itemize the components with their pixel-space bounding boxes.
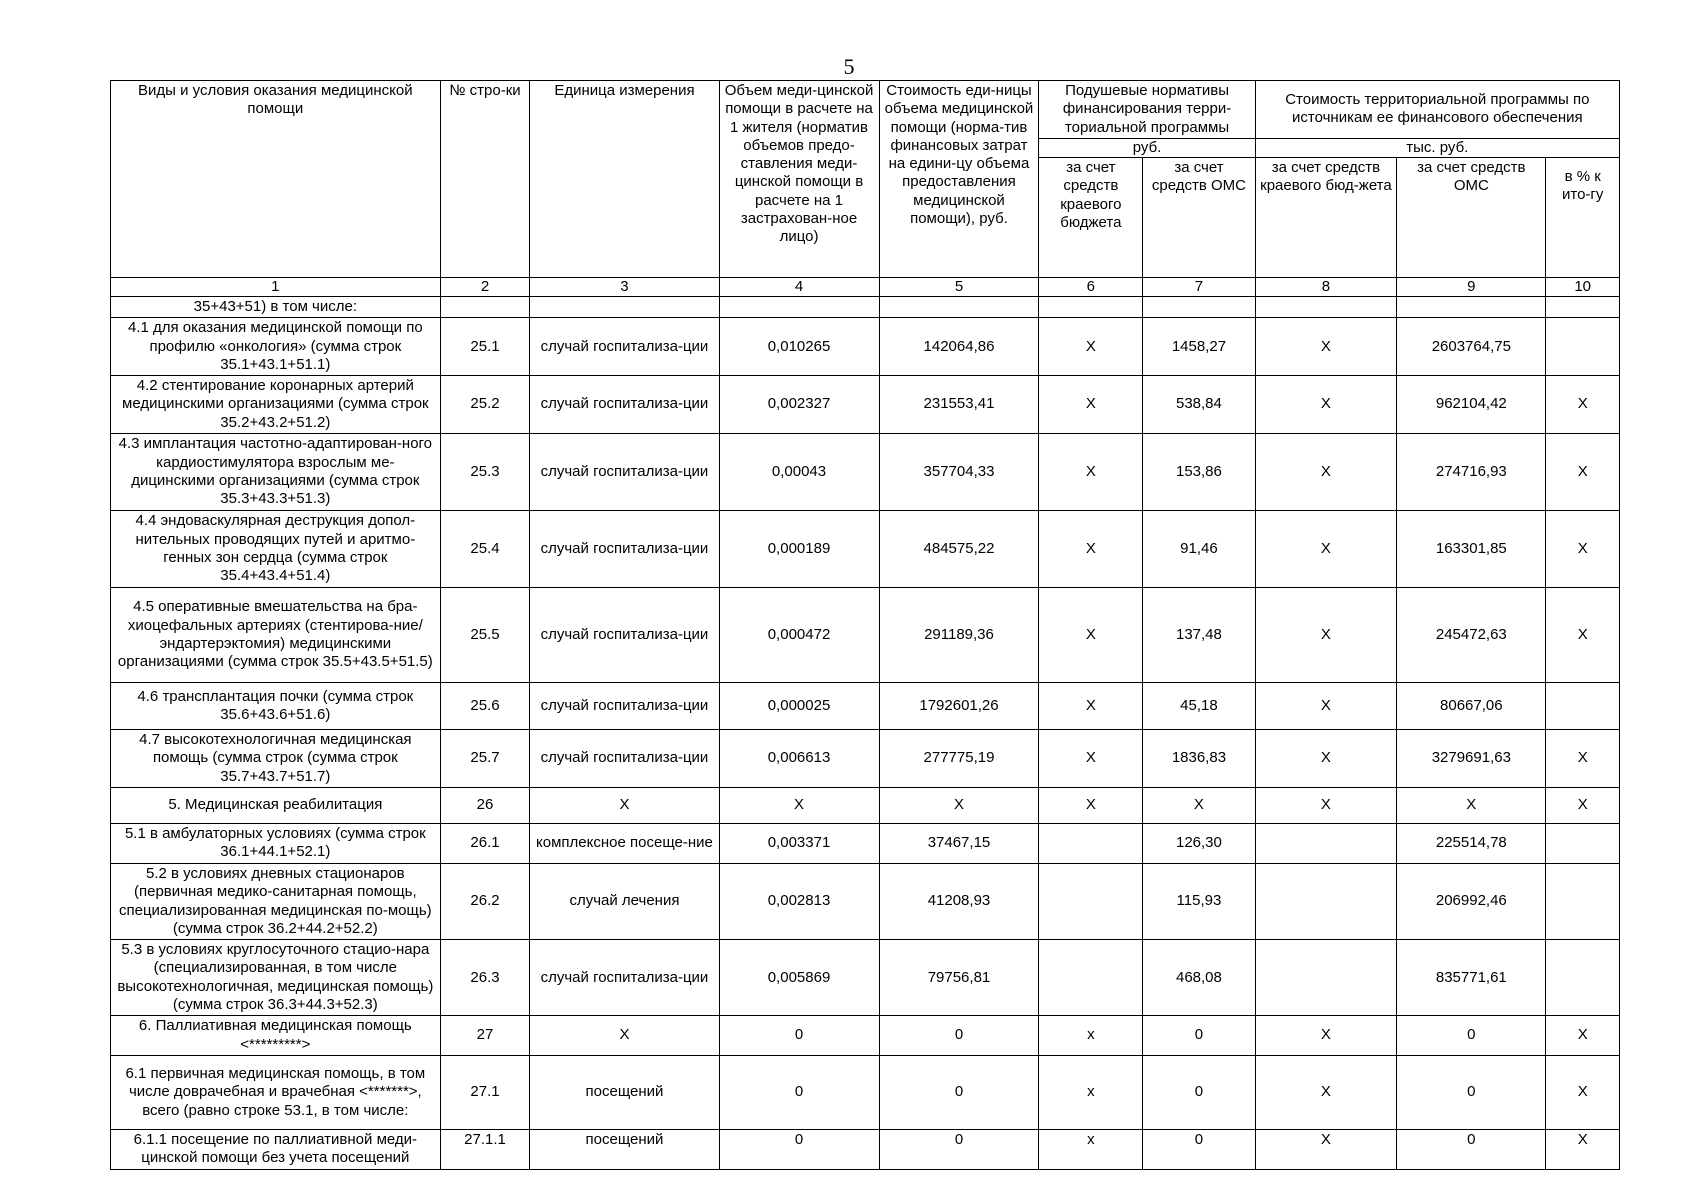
row-cost-oms: 245472,63: [1397, 588, 1546, 683]
row-unit: случай лечения: [530, 863, 719, 939]
row-percent: Х: [1546, 1129, 1620, 1169]
row-volume: Х: [719, 787, 879, 823]
header-col8: за счет средств краевого бюд-жета: [1255, 158, 1397, 278]
row-volume: 0: [719, 1016, 879, 1056]
row-number: 25.6: [440, 683, 530, 730]
row-per-capita-budget: [1039, 940, 1143, 1016]
row-volume: 0,000189: [719, 511, 879, 588]
row-volume: 0,006613: [719, 730, 879, 788]
header-col7: за счет средств ОМС: [1143, 158, 1255, 278]
header-col1: Виды и условия оказания медицинской помощи: [111, 81, 441, 278]
row-cost-budget: Х: [1255, 318, 1397, 376]
row-unit: комплексное посеще-ние: [530, 823, 719, 863]
row-unit-cost: 291189,36: [879, 588, 1039, 683]
row-per-capita-budget: Х: [1039, 787, 1143, 823]
row-cost-budget: Х: [1255, 730, 1397, 788]
row-cost-oms: 163301,85: [1397, 511, 1546, 588]
row-per-capita-budget: Х: [1039, 730, 1143, 788]
row-description: 5.1 в амбулаторных условиях (сумма строк 36.1+44.1+52.1): [111, 823, 441, 863]
header-col3: Единица измерения: [530, 81, 719, 278]
header-col4-text: Объем меди-цинской помощи в расчете на 1 жителя (норматив объемов предо-ставления меди-цинской помощи в расчете на 1 застрахован-ное лицо): [724, 82, 874, 246]
row-unit-cost: Х: [879, 787, 1039, 823]
header-col5: Стоимость еди-ницы объема медицинской помощи (норма-тив финансовых затрат на едини-цу объема предоставления медицинской помощи), руб.: [879, 81, 1039, 278]
row-number: 26.3: [440, 940, 530, 1016]
column-number: 5: [879, 278, 1039, 297]
row-cost-budget: Х: [1255, 376, 1397, 434]
row-number: 27.1: [440, 1055, 530, 1129]
column-number: 8: [1255, 278, 1397, 297]
row-number: 25.3: [440, 434, 530, 511]
row-cost-oms: 962104,42: [1397, 376, 1546, 434]
row-cost-oms: 0: [1397, 1016, 1546, 1056]
row-per-capita-budget: Х: [1039, 434, 1143, 511]
row-volume: 0,000025: [719, 683, 879, 730]
row-per-capita-oms: 1458,27: [1143, 318, 1255, 376]
row-cost-budget: Х: [1255, 787, 1397, 823]
row-volume: 0,010265: [719, 318, 879, 376]
row-unit-cost: 277775,19: [879, 730, 1039, 788]
row-volume: 0,002813: [719, 863, 879, 939]
row-per-capita-oms: 1836,83: [1143, 730, 1255, 788]
row-number: 25.7: [440, 730, 530, 788]
row-unit: Х: [530, 787, 719, 823]
column-number: 10: [1546, 278, 1620, 297]
column-number: 2: [440, 278, 530, 297]
row-percent: Х: [1546, 376, 1620, 434]
table-row: [111, 1016, 1620, 1056]
table-row: [111, 376, 1620, 434]
row-percent: Х: [1546, 511, 1620, 588]
table-header: [111, 81, 1620, 297]
row-description: 4.5 оперативные вмешательства на бра-хиоцефальных артериях (стентирова-ние/эндартерэктомия) медицинскими организациями (сумма строк 35.5+43.5+51.5): [111, 588, 441, 683]
row-unit: посещений: [530, 1129, 719, 1169]
row-per-capita-budget: Х: [1039, 588, 1143, 683]
row-per-capita-oms: 115,93: [1143, 863, 1255, 939]
row-per-capita-oms: 153,86: [1143, 434, 1255, 511]
table-row: [111, 588, 1620, 683]
row-per-capita-oms: 0: [1143, 1129, 1255, 1169]
row-percent: [1546, 823, 1620, 863]
row-unit: случай госпитализа-ции: [530, 940, 719, 1016]
row-cost-budget: [1255, 296, 1397, 317]
row-per-capita-oms: 137,48: [1143, 588, 1255, 683]
column-number: 4: [719, 278, 879, 297]
row-cost-budget: Х: [1255, 1016, 1397, 1056]
row-percent: [1546, 683, 1620, 730]
row-unit-cost: 1792601,26: [879, 683, 1039, 730]
row-unit-cost: [879, 296, 1039, 317]
row-unit-cost: 41208,93: [879, 863, 1039, 939]
header-group1: Подушевые нормативы финансирования терри-ториальной программы: [1039, 81, 1255, 139]
row-number: 25.4: [440, 511, 530, 588]
header-group2: Стоимость территориальной программы по источникам ее финансового обеспечения: [1255, 81, 1619, 139]
row-volume: 0,000472: [719, 588, 879, 683]
header-col6: за счет средств краевого бюджета: [1039, 158, 1143, 278]
row-volume: 0,002327: [719, 376, 879, 434]
row-unit: случай госпитализа-ции: [530, 318, 719, 376]
header-group1-unit: руб.: [1039, 138, 1255, 157]
row-per-capita-budget: [1039, 823, 1143, 863]
row-percent: Х: [1546, 1016, 1620, 1056]
row-per-capita-oms: 0: [1143, 1055, 1255, 1129]
row-number: 27.1.1: [440, 1129, 530, 1169]
row-per-capita-budget: х: [1039, 1129, 1143, 1169]
table-row: [111, 1129, 1620, 1169]
row-unit: посещений: [530, 1055, 719, 1129]
column-number: 1: [111, 278, 441, 297]
row-unit: случай госпитализа-ции: [530, 588, 719, 683]
row-description: 4.4 эндоваскулярная деструкция допол-нительных проводящих путей и аритмо-генных зон сердца (сумма строк 35.4+43.4+51.4): [111, 511, 441, 588]
row-description: 6. Паллиативная медицинская помощь <*********>: [111, 1016, 441, 1056]
row-per-capita-oms: Х: [1143, 787, 1255, 823]
row-per-capita-budget: х: [1039, 1016, 1143, 1056]
row-description: 35+43+51) в том числе:: [111, 296, 441, 317]
row-cost-oms: 274716,93: [1397, 434, 1546, 511]
row-number: 26.2: [440, 863, 530, 939]
row-cost-oms: 835771,61: [1397, 940, 1546, 1016]
row-number: 25.2: [440, 376, 530, 434]
row-per-capita-budget: [1039, 863, 1143, 939]
row-description: 6.1 первичная медицинская помощь, в том числе доврачебная и врачебная <*******>, всего (равно строке 53.1, в том числе:: [111, 1055, 441, 1129]
row-percent: [1546, 318, 1620, 376]
row-cost-budget: Х: [1255, 434, 1397, 511]
row-percent: Х: [1546, 730, 1620, 788]
row-per-capita-oms: 126,30: [1143, 823, 1255, 863]
row-per-capita-budget: Х: [1039, 683, 1143, 730]
table-row: [111, 296, 1620, 317]
row-per-capita-budget: х: [1039, 1055, 1143, 1129]
row-unit: Х: [530, 1016, 719, 1056]
row-number: [440, 296, 530, 317]
row-description: 4.6 трансплантация почки (сумма строк 35.6+43.6+51.6): [111, 683, 441, 730]
row-number: 27: [440, 1016, 530, 1056]
row-per-capita-oms: [1143, 296, 1255, 317]
row-number: 26: [440, 787, 530, 823]
row-cost-budget: [1255, 940, 1397, 1016]
column-number: 3: [530, 278, 719, 297]
financing-table: [110, 80, 1620, 1170]
column-number-row: [111, 278, 1620, 297]
row-description: 5. Медицинская реабилитация: [111, 787, 441, 823]
table-row: [111, 434, 1620, 511]
row-description: 5.2 в условиях дневных стационаров (первичная медико-санитарная помощь, специализированная медицинская по-мощь) (сумма строк 36.2+44.2+52.2): [111, 863, 441, 939]
row-cost-budget: Х: [1255, 1129, 1397, 1169]
row-percent: [1546, 296, 1620, 317]
row-volume: 0: [719, 1129, 879, 1169]
row-unit: [530, 296, 719, 317]
row-percent: Х: [1546, 787, 1620, 823]
header-col2: № стро-ки: [440, 81, 530, 278]
table-row: [111, 318, 1620, 376]
row-number: 26.1: [440, 823, 530, 863]
header-col9: за счет средств ОМС: [1397, 158, 1546, 278]
column-number: 9: [1397, 278, 1546, 297]
row-unit-cost: 0: [879, 1129, 1039, 1169]
header-col10: в % к ито-гу: [1546, 158, 1620, 278]
row-percent: [1546, 940, 1620, 1016]
row-percent: [1546, 863, 1620, 939]
row-description: 4.2 стентирование коронарных артерий медицинскими организациями (сумма строк 35.2+43.2+51.2): [111, 376, 441, 434]
row-cost-budget: [1255, 863, 1397, 939]
row-cost-budget: [1255, 823, 1397, 863]
table-row: [111, 823, 1620, 863]
row-per-capita-oms: 538,84: [1143, 376, 1255, 434]
row-percent: Х: [1546, 588, 1620, 683]
table-row: [111, 863, 1620, 939]
row-unit-cost: 357704,33: [879, 434, 1039, 511]
row-unit-cost: 79756,81: [879, 940, 1039, 1016]
row-number: 25.5: [440, 588, 530, 683]
row-percent: Х: [1546, 1055, 1620, 1129]
row-unit: случай госпитализа-ции: [530, 434, 719, 511]
row-cost-budget: Х: [1255, 1055, 1397, 1129]
column-number: 7: [1143, 278, 1255, 297]
row-unit-cost: 0: [879, 1016, 1039, 1056]
row-volume: 0,003371: [719, 823, 879, 863]
row-unit: случай госпитализа-ции: [530, 683, 719, 730]
row-cost-oms: 80667,06: [1397, 683, 1546, 730]
row-per-capita-oms: 91,46: [1143, 511, 1255, 588]
row-unit-cost: 0: [879, 1055, 1039, 1129]
row-per-capita-budget: Х: [1039, 318, 1143, 376]
row-per-capita-oms: 45,18: [1143, 683, 1255, 730]
table-row: [111, 1055, 1620, 1129]
row-cost-oms: 2603764,75: [1397, 318, 1546, 376]
row-cost-oms: 206992,46: [1397, 863, 1546, 939]
row-cost-oms: 0: [1397, 1055, 1546, 1129]
row-unit: случай госпитализа-ции: [530, 511, 719, 588]
row-unit: случай госпитализа-ции: [530, 376, 719, 434]
row-cost-oms: 0: [1397, 1129, 1546, 1169]
column-number: 6: [1039, 278, 1143, 297]
row-description: 4.3 имплантация частотно-адаптирован-ного кардиостимулятора взрослым ме-дицинскими организациями (сумма строк 35.3+43.3+51.3): [111, 434, 441, 511]
row-description: 4.1 для оказания медицинской помощи по профилю «онкология» (сумма строк 35.1+43.1+51.1): [111, 318, 441, 376]
table-row: [111, 683, 1620, 730]
table-row: [111, 787, 1620, 823]
row-unit-cost: 231553,41: [879, 376, 1039, 434]
row-description: 4.7 высокотехнологичная медицинская помощь (сумма строк (сумма строк 35.7+43.7+51.7): [111, 730, 441, 788]
page-number: 5: [843, 54, 855, 79]
row-volume: [719, 296, 879, 317]
row-per-capita-budget: [1039, 296, 1143, 317]
row-percent: Х: [1546, 434, 1620, 511]
table-body: [111, 296, 1620, 1169]
row-per-capita-oms: 468,08: [1143, 940, 1255, 1016]
row-volume: 0,005869: [719, 940, 879, 1016]
row-unit-cost: 484575,22: [879, 511, 1039, 588]
table-row: [111, 730, 1620, 788]
row-cost-budget: Х: [1255, 588, 1397, 683]
row-cost-budget: Х: [1255, 511, 1397, 588]
row-cost-oms: 3279691,63: [1397, 730, 1546, 788]
row-per-capita-budget: Х: [1039, 376, 1143, 434]
row-cost-oms: Х: [1397, 787, 1546, 823]
row-cost-oms: 225514,78: [1397, 823, 1546, 863]
row-unit: случай госпитализа-ции: [530, 730, 719, 788]
header-col4: [719, 81, 879, 278]
row-volume: 0: [719, 1055, 879, 1129]
row-unit-cost: 37467,15: [879, 823, 1039, 863]
row-number: 25.1: [440, 318, 530, 376]
row-cost-budget: Х: [1255, 683, 1397, 730]
row-unit-cost: 142064,86: [879, 318, 1039, 376]
row-cost-oms: [1397, 296, 1546, 317]
row-per-capita-oms: 0: [1143, 1016, 1255, 1056]
table-row: [111, 511, 1620, 588]
row-description: 6.1.1 посещение по паллиативной меди-цинской помощи без учета посещений: [111, 1129, 441, 1169]
row-description: 5.3 в условиях круглосуточного стацио-нара (специализированная, в том числе высокотехнологичная, медицинская помощь) (сумма строк 36.3+44.3+52.3): [111, 940, 441, 1016]
table-row: [111, 940, 1620, 1016]
row-volume: 0,00043: [719, 434, 879, 511]
row-per-capita-budget: Х: [1039, 511, 1143, 588]
header-group2-unit: тыс. руб.: [1255, 138, 1619, 157]
